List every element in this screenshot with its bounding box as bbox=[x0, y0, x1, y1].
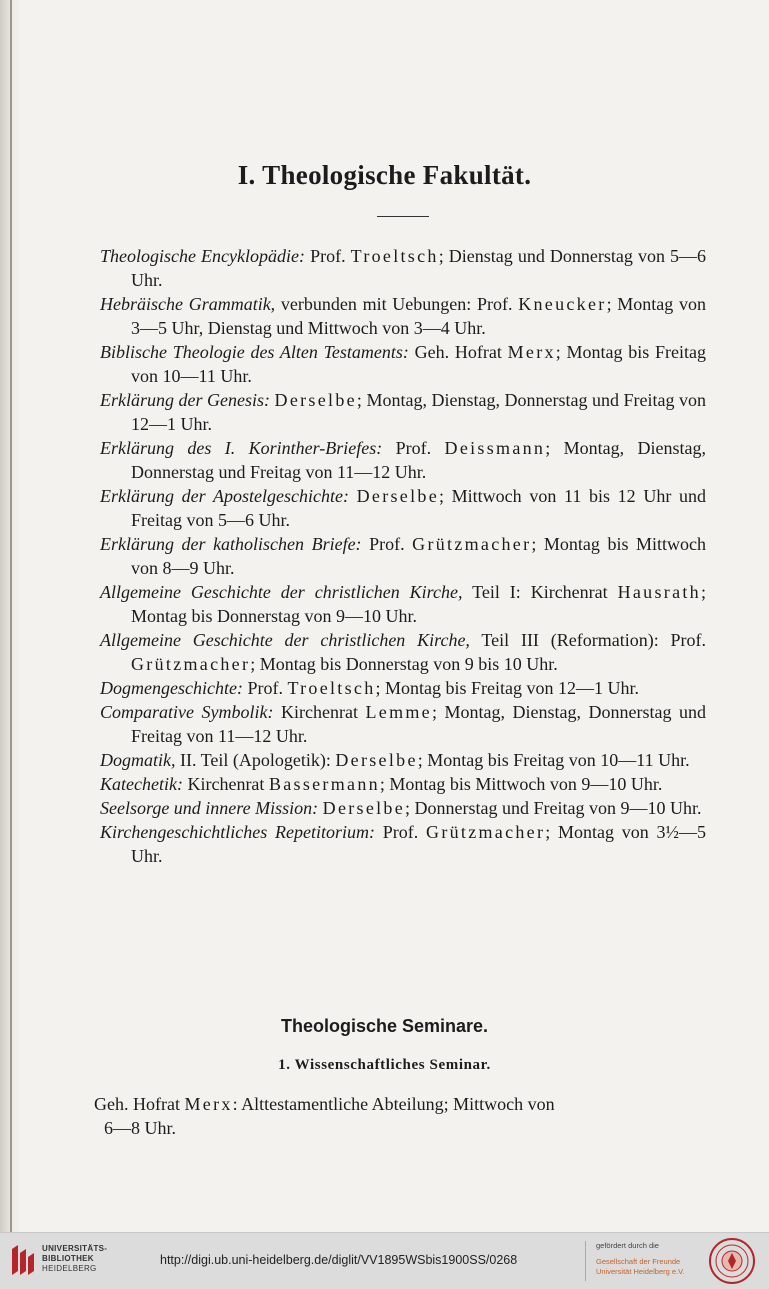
course-detail: Prof. bbox=[242, 678, 288, 698]
course-instructor: Derselbe bbox=[322, 798, 406, 818]
course-entry bbox=[100, 676, 706, 700]
course-title: Kirchengeschichtliches Repetitorium: bbox=[100, 822, 376, 842]
faculty-heading: I. Theologische Fakultät. bbox=[237, 160, 532, 190]
course-title: Dogmatik, bbox=[100, 750, 176, 770]
course-instructor: Grützmacher bbox=[426, 822, 546, 842]
course-entry bbox=[100, 532, 706, 580]
course-entry bbox=[100, 748, 706, 772]
course-entry bbox=[100, 580, 706, 628]
course-instructor: Deissmann bbox=[444, 438, 546, 458]
seminar-entry-post: : Alttestamentliche Abteilung; Mittwoch von bbox=[232, 1094, 555, 1114]
footer-divider bbox=[585, 1241, 586, 1281]
course-instructor: Kneucker bbox=[518, 294, 607, 314]
library-line3: HEIDELBERG bbox=[42, 1264, 97, 1273]
course-schedule: ; Montag bis Freitag von 12—1 Uhr. bbox=[375, 678, 639, 698]
course-title: Katechetik: bbox=[100, 774, 183, 794]
course-instructor: Derselbe bbox=[356, 486, 439, 506]
course-instructor: Bassermann bbox=[268, 774, 380, 794]
course-detail: Teil I: Kirchenrat bbox=[462, 582, 618, 602]
course-schedule: ; Montag bis Donnerstag von 9—10 Uhr. bbox=[131, 582, 706, 626]
seminar-entry-line2: 6—8 Uhr. bbox=[104, 1118, 176, 1138]
course-detail: II. Teil (Apologetik): bbox=[175, 750, 336, 770]
course-list bbox=[100, 244, 706, 868]
course-schedule: ; Montag bis Donnerstag von 9 bis 10 Uhr. bbox=[250, 654, 558, 674]
course-entry bbox=[100, 820, 706, 868]
course-title: Erklärung der Genesis: bbox=[100, 390, 271, 410]
course-detail: Kirchenrat bbox=[182, 774, 269, 794]
course-title: Allgemeine Geschichte der christlichen Kirche, bbox=[100, 630, 470, 650]
course-instructor: Hausrath bbox=[617, 582, 701, 602]
course-title: Allgemeine Geschichte der christlichen Kirche, bbox=[100, 582, 463, 602]
course-instructor: Merx bbox=[507, 342, 556, 362]
course-title: Biblische Theologie des Alten Testaments: bbox=[100, 342, 409, 362]
course-entry bbox=[100, 772, 706, 796]
course-entry bbox=[100, 244, 706, 292]
course-entry bbox=[100, 484, 706, 532]
course-schedule: ; Montag von 3—5 Uhr, Dienstag und Mittwoch von 3—4 Uhr. bbox=[131, 294, 706, 338]
course-instructor: Troeltsch bbox=[350, 246, 439, 266]
course-schedule: ; Montag, Dienstag, Donnerstag und Freitag von 11—12 Uhr. bbox=[131, 702, 706, 746]
course-schedule: ; Montag bis Freitag von 10—11 Uhr. bbox=[417, 750, 690, 770]
course-entry bbox=[100, 292, 706, 340]
course-detail: Kirchenrat bbox=[273, 702, 366, 722]
library-line2: BIBLIOTHEK bbox=[42, 1254, 94, 1263]
course-detail: Prof. bbox=[305, 246, 351, 266]
university-seal-icon bbox=[708, 1237, 756, 1285]
course-instructor: Derselbe bbox=[274, 390, 357, 410]
course-title: Erklärung der Apostelgeschichte: bbox=[100, 486, 349, 506]
course-instructor: Grützmacher bbox=[131, 654, 251, 674]
seminar-entry-person: Merx bbox=[184, 1094, 233, 1114]
library-line1: UNIVERSITÄTS- bbox=[42, 1244, 108, 1253]
course-title: Hebräische Grammatik, bbox=[100, 294, 276, 314]
course-detail: Teil III (Reformation): Prof. bbox=[469, 630, 706, 650]
course-title: Seelsorge und innere Mission: bbox=[100, 798, 319, 818]
course-instructor: Lemme bbox=[365, 702, 432, 722]
course-schedule: ; Montag von 3½—5 Uhr. bbox=[131, 822, 707, 866]
course-detail bbox=[349, 486, 357, 506]
course-entry bbox=[100, 628, 706, 676]
course-schedule: ; Montag bis Freitag von 10—11 Uhr. bbox=[131, 342, 706, 386]
course-schedule: ; Montag, Dienstag, Donnerstag und Freitag von 11—12 Uhr. bbox=[131, 438, 707, 482]
course-schedule: ; Dienstag und Donnerstag von 5—6 Uhr. bbox=[131, 246, 707, 290]
course-entry bbox=[100, 436, 706, 484]
course-title: Comparative Symbolik: bbox=[100, 702, 274, 722]
library-name bbox=[42, 1244, 107, 1274]
course-title: Erklärung der katholischen Briefe: bbox=[100, 534, 362, 554]
course-schedule: ; Mittwoch von 11 bis 12 Uhr und Freitag von 5—6 Uhr. bbox=[131, 486, 706, 530]
seminar-entry-pre: Geh. Hofrat bbox=[94, 1094, 185, 1114]
course-detail: Prof. bbox=[361, 534, 413, 554]
footer-bar bbox=[0, 1232, 769, 1289]
permalink-url[interactable]: http://digi.ub.uni-heidelberg.de/diglit/VV1895WSbis1900SS/0268 bbox=[160, 1253, 518, 1267]
course-title: Dogmengeschichte: bbox=[100, 678, 243, 698]
course-schedule: ; Montag bis Mittwoch von 8—9 Uhr. bbox=[131, 534, 706, 578]
sponsor-line1: Gesellschaft der Freunde bbox=[596, 1257, 681, 1266]
heading-rule bbox=[377, 216, 429, 217]
sponsor-name[interactable] bbox=[596, 1257, 685, 1277]
course-schedule: ; Donnerstag und Freitag von 9—10 Uhr. bbox=[405, 798, 702, 818]
course-instructor: Troeltsch bbox=[287, 678, 376, 698]
course-entry bbox=[100, 388, 706, 436]
course-entry bbox=[100, 700, 706, 748]
course-detail: Prof. bbox=[382, 438, 445, 458]
course-detail: verbunden mit Uebungen: Prof. bbox=[275, 294, 519, 314]
seminar-subheading: 1. Wissenschaftliches Seminar. bbox=[278, 1057, 491, 1073]
course-detail: Prof. bbox=[375, 822, 427, 842]
course-title: Erklärung des I. Korinther-Briefes: bbox=[100, 438, 383, 458]
seminare-heading: Theologische Seminare. bbox=[280, 1016, 489, 1036]
seminar-entry bbox=[94, 1092, 710, 1140]
course-entry bbox=[100, 796, 706, 820]
course-schedule: ; Montag bis Mittwoch von 9—10 Uhr. bbox=[379, 774, 663, 794]
ub-heidelberg-logo-icon[interactable] bbox=[10, 1243, 36, 1277]
course-detail: Geh. Hofrat bbox=[408, 342, 508, 362]
course-instructor: Derselbe bbox=[335, 750, 418, 770]
course-schedule: ; Montag, Dienstag, Donnerstag und Freitag von 12—1 Uhr. bbox=[131, 390, 706, 434]
course-instructor: Grützmacher bbox=[412, 534, 532, 554]
sponsor-line2: Universität Heidelberg e.V. bbox=[596, 1267, 685, 1276]
sponsor-label: gefördert durch die bbox=[596, 1241, 659, 1250]
course-entry bbox=[100, 340, 706, 388]
course-title: Theologische Encyklopädie: bbox=[100, 246, 306, 266]
